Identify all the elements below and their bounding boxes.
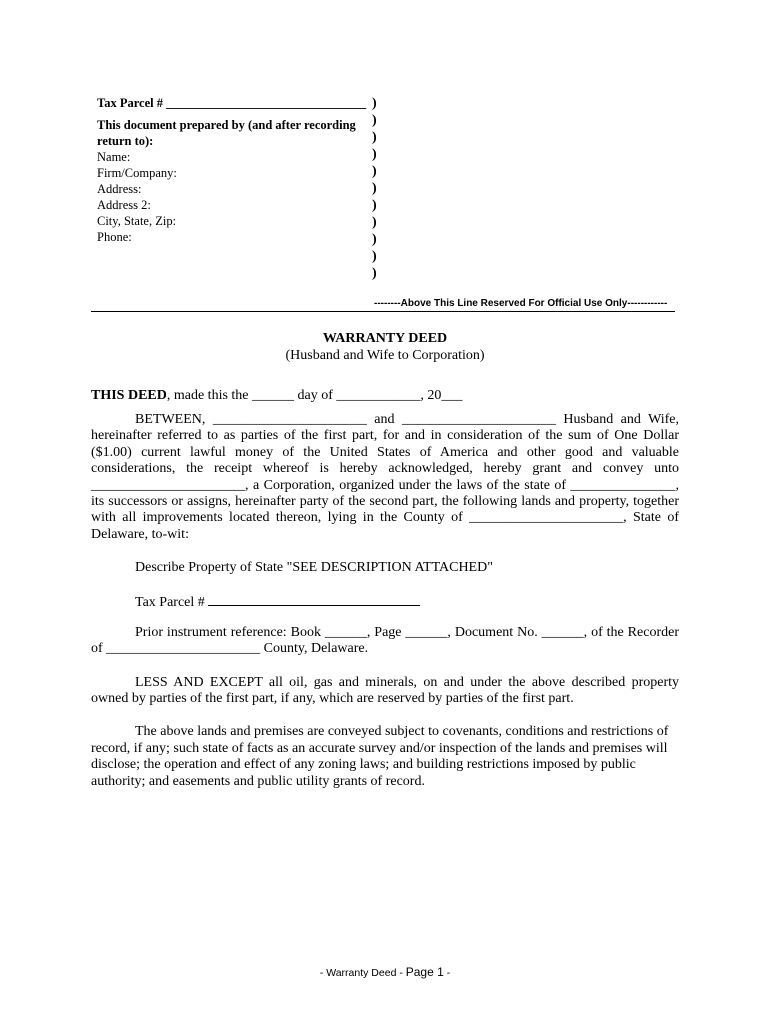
bracket: ) — [372, 164, 377, 179]
name-label: Name: — [97, 150, 131, 164]
address2-label: Address 2: — [97, 198, 151, 212]
horizontal-rule — [91, 311, 675, 312]
reserved-line-label: --------Above This Line Reserved For Official Use Only------------ — [374, 298, 668, 309]
bracket: ) — [372, 181, 377, 196]
phone-label: Phone: — [97, 230, 132, 244]
recording-info-block — [97, 95, 369, 245]
conveyance-conditions-paragraph: The above lands and premises are conveyed subject to covenants, conditions and restrictions of record, if any; such state of facts as an accurate survey and/or inspection of the lands and premises will disclose; the operation and effect of any zoning laws; and building restrictions imposed by public authority; and easements and public utility grants of record. — [91, 724, 669, 789]
bracket: ) — [372, 232, 377, 247]
tax-parcel-blank — [208, 593, 420, 606]
tax-parcel-label: Tax Parcel # — [135, 595, 205, 610]
tax-parcel-body-line — [135, 593, 675, 611]
page-number: Page 1 — [405, 965, 444, 979]
bracket-column — [372, 95, 382, 282]
less-and-except-paragraph: LESS AND EXCEPT all oil, gas and minerals, on and under the above described property owned by parties of the first part, if any, which are reserved by parties of the first part. — [91, 675, 679, 707]
describe-property-line: Describe Property of State "SEE DESCRIPTION ATTACHED" — [135, 560, 493, 575]
footer-label: - Warranty Deed - — [319, 967, 406, 979]
prior-instrument-paragraph: Prior instrument reference: Book ______, Page ______, Document No. ______, of the Recorder of ______________________ County, Delaware. — [91, 625, 679, 657]
bracket: ) — [372, 215, 377, 230]
between-paragraph: BETWEEN, ______________________ and ______________________ Husband and Wife, hereinafter referred to as parties of the first part, for and in consideration of the sum of One Dollar ($1.00) current lawful money of the United States of America and other good and valuable considerations, the receipt whereof is hereby acknowledged, hereby grant and convey unto ______________________, a Corporation, organized under the laws of the state of _______________, its successors or assigns, hereinafter party of the second part, the following lands and property, together with all improvements located thereon, lying in the County of ______________________, State of Delaware, to-wit: — [91, 412, 679, 542]
bracket: ) — [372, 130, 377, 145]
deed-date-line — [91, 388, 679, 404]
deed-lead: THIS DEED — [91, 388, 167, 403]
deed-date-text: , made this the ______ day of ____________, 20___ — [166, 388, 463, 403]
tax-parcel-header: Tax Parcel # ________________________________ — [97, 96, 367, 110]
document-title: WARRANTY DEED — [322, 331, 448, 346]
prepared-by-line-2: return to): — [97, 134, 154, 148]
bracket: ) — [372, 113, 377, 128]
address-label: Address: — [97, 182, 142, 196]
firm-label: Firm/Company: — [97, 166, 177, 180]
bracket: ) — [372, 266, 377, 281]
bracket: ) — [372, 147, 377, 162]
bracket: ) — [372, 249, 377, 264]
city-state-zip-label: City, State, Zip: — [97, 214, 177, 228]
prepared-by-line-1: This document prepared by (and after recording — [97, 118, 356, 132]
document-subtitle: (Husband and Wife to Corporation) — [285, 348, 485, 363]
bracket: ) — [372, 198, 377, 213]
page-footer — [0, 965, 770, 979]
bracket: ) — [372, 96, 377, 111]
footer-tail: - — [443, 967, 451, 979]
